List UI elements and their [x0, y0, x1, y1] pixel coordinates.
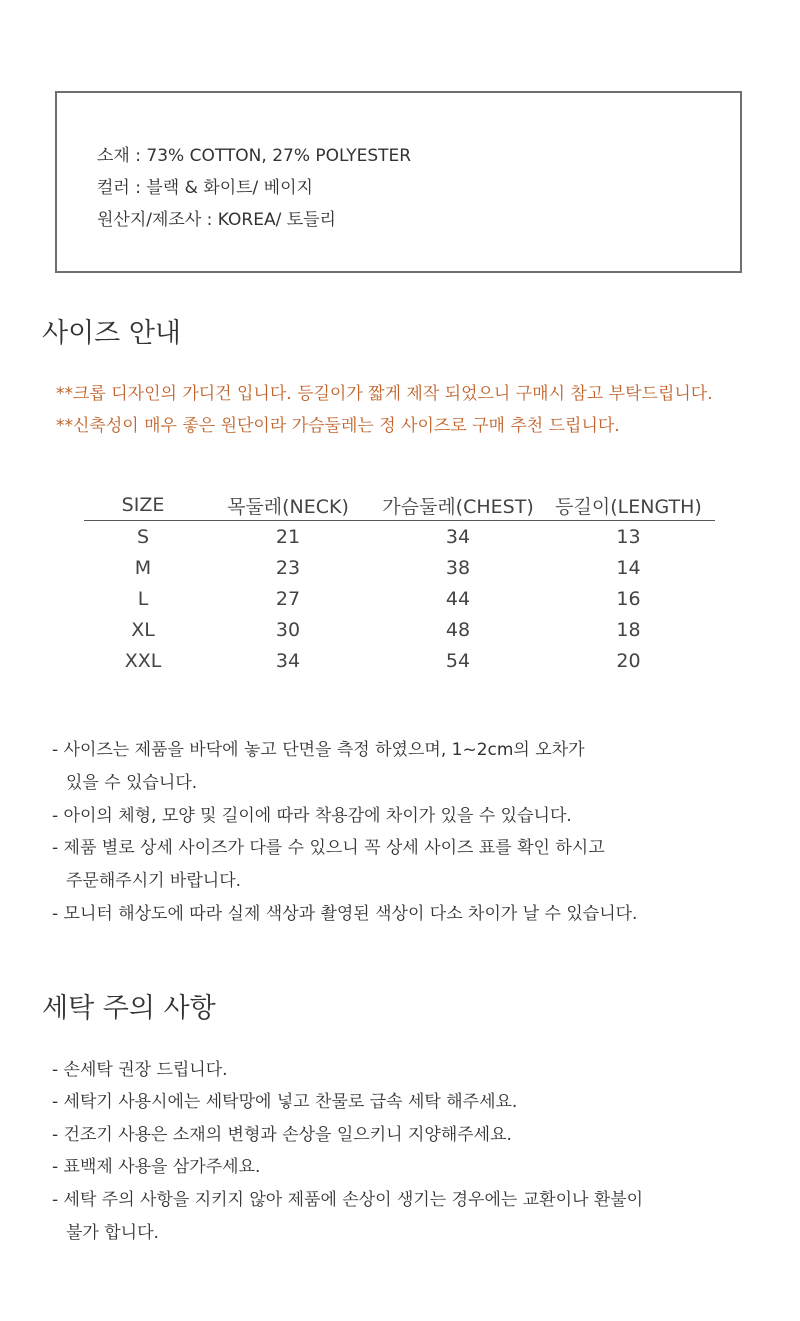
cell-chest: 54	[445, 649, 471, 672]
cell-length: 14	[616, 556, 641, 579]
cell-neck: 21	[275, 525, 301, 548]
color-text: 컬러 : 블랙 & 화이트/ 베이지	[97, 178, 313, 198]
size-note-4: - 모니터 해상도에 따라 실제 색상과 촬영된 색상이 다소 차이가 날 수 있습니다.	[52, 904, 638, 924]
size-table	[84, 490, 715, 676]
cell-chest: 48	[445, 618, 471, 641]
header-chest: 가슴둘레(CHEST)	[374, 490, 542, 521]
washing-title: 세탁 주의 사항	[42, 993, 216, 1024]
cell-chest: 34	[445, 525, 471, 548]
stretch-notice: **신축성이 매우 좋은 원단이라 가슴둘레는 정 사이즈로 구매 추천 드립니다.	[56, 416, 620, 436]
cell-size: XXL	[124, 649, 162, 672]
cell-neck: 27	[275, 587, 301, 610]
washing-note-4: - 표백제 사용을 삼가주세요.	[52, 1157, 261, 1177]
washing-note-1: - 손세탁 권장 드립니다.	[52, 1060, 228, 1080]
table-row	[84, 521, 715, 553]
cell-length: 18	[616, 618, 641, 641]
size-table-header	[84, 490, 715, 521]
cell-size: S	[136, 525, 150, 548]
cell-chest: 38	[445, 556, 471, 579]
cell-size: XL	[131, 618, 155, 641]
washing-note-2: - 세탁기 사용시에는 세탁망에 넣고 찬물로 급속 세탁 해주세요.	[52, 1092, 518, 1112]
origin-text: 원산지/제조사 : KOREA/ 토들리	[97, 210, 336, 230]
size-guide-title: 사이즈 안내	[42, 318, 181, 349]
table-row	[84, 583, 715, 614]
cell-length: 20	[616, 649, 641, 672]
cell-chest: 44	[445, 587, 471, 610]
product-info-box	[55, 91, 742, 273]
cell-size: L	[137, 587, 149, 610]
table-row	[84, 552, 715, 583]
cell-neck: 23	[275, 556, 301, 579]
size-note-2: - 아이의 체형, 모양 및 길이에 따라 착용감에 차이가 있을 수 있습니다.	[52, 806, 572, 826]
cell-neck: 30	[275, 618, 301, 641]
washing-note-3: - 건조기 사용은 소재의 변형과 손상을 일으키니 지양해주세요.	[52, 1125, 512, 1145]
table-row	[84, 645, 715, 676]
washing-note-5-cont: 불가 합니다.	[66, 1223, 159, 1243]
header-size: SIZE	[84, 490, 202, 521]
size-note-1: - 사이즈는 제품을 바닥에 놓고 단면을 측정 하였으며, 1~2cm의 오차가	[52, 740, 585, 760]
cell-neck: 34	[275, 649, 301, 672]
crop-design-notice: **크롭 디자인의 가디건 입니다. 등길이가 짧게 제작 되었으니 구매시 참고 부탁드립니다.	[56, 384, 713, 404]
size-note-3-cont: 주문해주시기 바랍니다.	[66, 871, 242, 891]
header-length: 등길이(LENGTH)	[542, 490, 715, 521]
cell-length: 16	[616, 587, 641, 610]
size-note-3: - 제품 별로 상세 사이즈가 다를 수 있으니 꼭 상세 사이즈 표를 확인 하시고	[52, 838, 605, 858]
washing-note-5: - 세탁 주의 사항을 지키지 않아 제품에 손상이 생기는 경우에는 교환이나 환불이	[52, 1190, 644, 1210]
table-row	[84, 614, 715, 645]
header-neck: 목둘레(NECK)	[202, 490, 374, 521]
material-text: 소재 : 73% COTTON, 27% POLYESTER	[97, 146, 412, 166]
cell-size: M	[134, 556, 152, 579]
size-note-1-cont: 있을 수 있습니다.	[66, 773, 198, 793]
cell-length: 13	[616, 525, 641, 548]
